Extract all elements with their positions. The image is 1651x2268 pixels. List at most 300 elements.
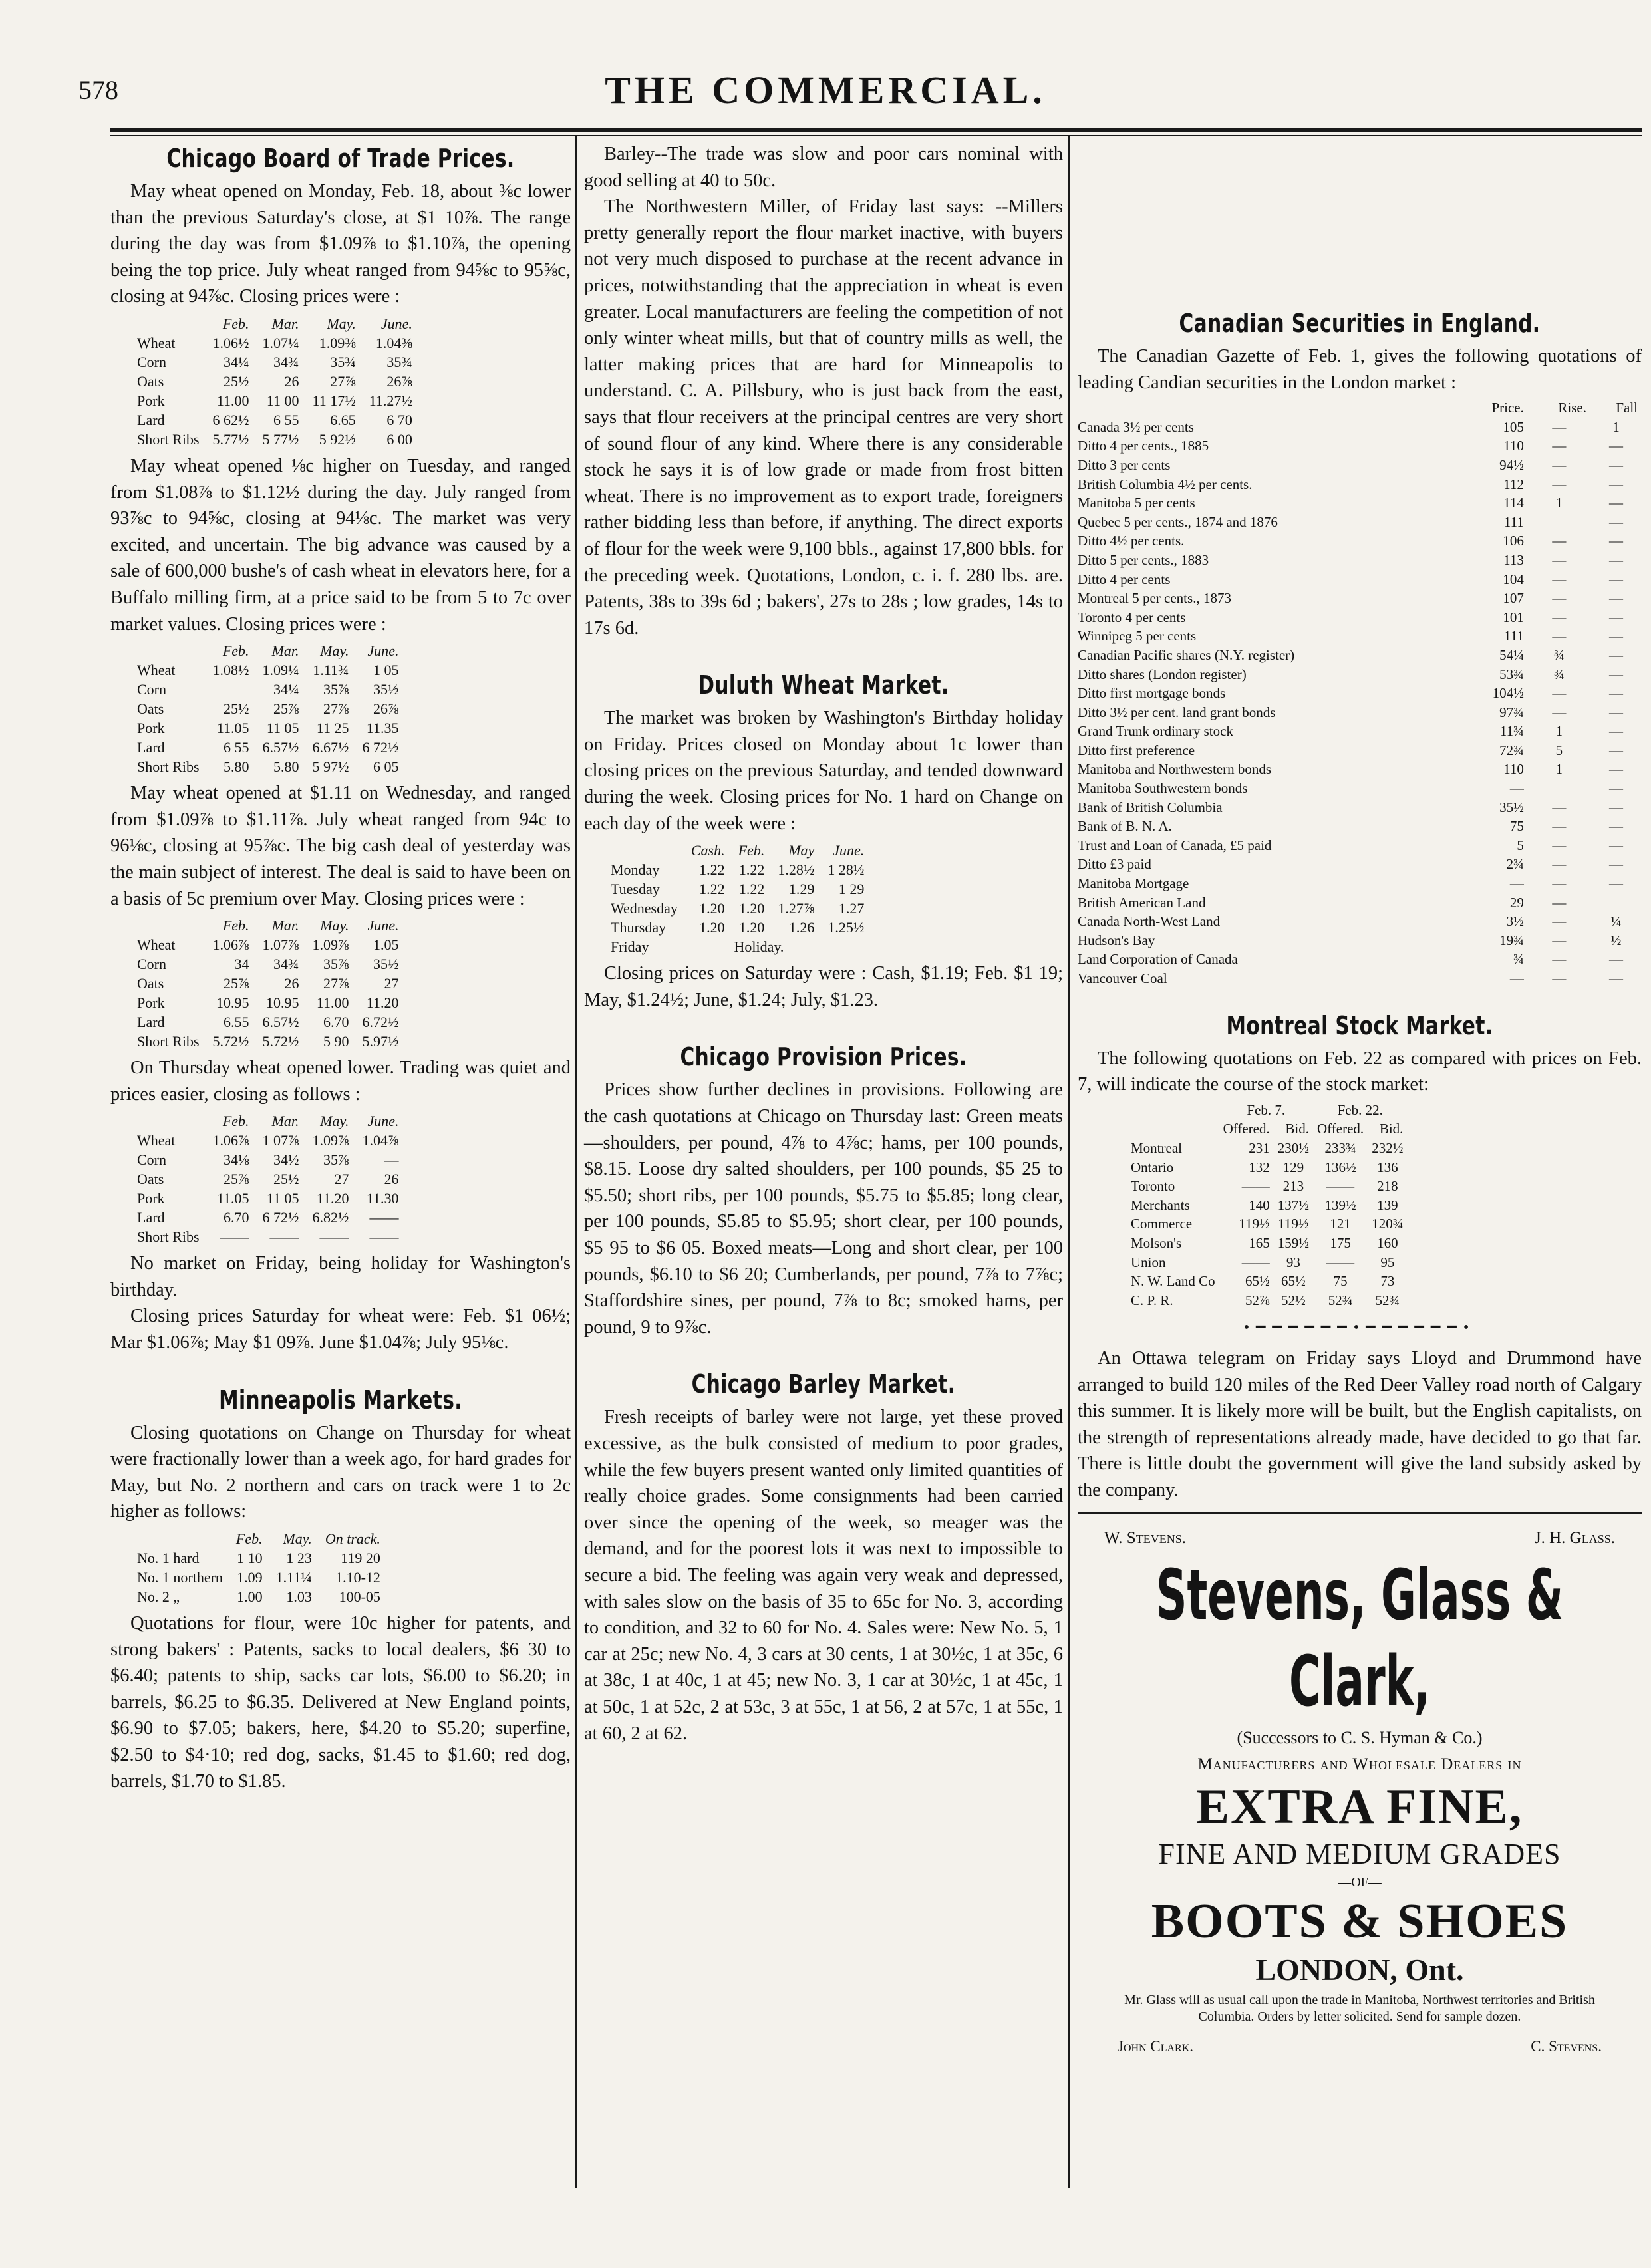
table-row bbox=[1078, 874, 1642, 893]
column-header bbox=[137, 1529, 229, 1548]
table-row bbox=[137, 935, 406, 954]
table-cell: 5 92½ bbox=[319, 430, 356, 448]
table-cell: —— bbox=[220, 1228, 249, 1246]
row-label: Canada 3½ per cents bbox=[1078, 418, 1194, 435]
table-cell: 233¾ bbox=[1324, 1139, 1356, 1156]
column-2 bbox=[584, 141, 1063, 1747]
table-cell: 27⅞ bbox=[323, 700, 349, 718]
table-cell: 136½ bbox=[1324, 1159, 1356, 1175]
row-label: Montreal 5 per cents., 1873 bbox=[1078, 590, 1231, 607]
table-row bbox=[1078, 646, 1642, 665]
table-cell: 6 05 bbox=[373, 758, 399, 776]
table-cell: — bbox=[1608, 571, 1623, 587]
table-cell: — bbox=[1552, 856, 1567, 873]
table-cell: 1 29 bbox=[838, 881, 865, 898]
column-header bbox=[1078, 398, 1459, 418]
row-label: Ditto 4½ per cents. bbox=[1078, 533, 1185, 549]
chicago-wednesday-table bbox=[137, 916, 406, 1051]
column-3 bbox=[1078, 141, 1642, 2060]
friday-holiday: Holiday. bbox=[734, 938, 784, 956]
column-header: Feb. bbox=[222, 917, 249, 934]
ad-note: Mr. Glass will as usual call upon the trade in Manitoba, Northwest territories and British Columbia. Orders by letter solicited. Send for sample dozen. bbox=[1124, 1993, 1595, 2025]
table-cell: 26 bbox=[384, 1171, 399, 1188]
table-cell: 11 00 bbox=[266, 392, 299, 409]
row-label: Corn bbox=[137, 956, 166, 973]
table-cell: 35⅞ bbox=[323, 956, 349, 973]
table-cell: 106 bbox=[1503, 533, 1524, 549]
table-cell: 1.20 bbox=[699, 919, 725, 936]
table-cell: — bbox=[1552, 590, 1567, 607]
table-cell: 6.65 bbox=[330, 411, 356, 428]
table-cell: 137½ bbox=[1277, 1197, 1310, 1213]
table-row bbox=[1078, 893, 1642, 913]
table-cell: 11 17½ bbox=[312, 392, 356, 409]
table-cell: 231 bbox=[1249, 1139, 1270, 1156]
row-label: No. 1 northern bbox=[137, 1569, 223, 1586]
table-cell: — bbox=[1608, 970, 1623, 986]
table-cell: 105 bbox=[1503, 418, 1524, 435]
table-row bbox=[1078, 436, 1642, 456]
table-cell: ¾ bbox=[1554, 666, 1565, 682]
table-cell: 26 bbox=[284, 975, 299, 992]
table-cell: 100-05 bbox=[339, 1588, 380, 1606]
table-row bbox=[1078, 570, 1642, 589]
table-cell: 175 bbox=[1330, 1234, 1351, 1251]
table-cell: 1.20 bbox=[738, 900, 765, 917]
row-label: Toronto bbox=[1131, 1178, 1175, 1195]
duluth-heading: Duluth Wheat Market. bbox=[698, 670, 949, 700]
table-cell: 34¾ bbox=[273, 956, 299, 973]
masthead-rule bbox=[110, 128, 1642, 132]
table-cell: 35⅞ bbox=[323, 681, 349, 698]
table-cell: 34¾ bbox=[273, 353, 299, 370]
row-label: No. 1 hard bbox=[137, 1550, 200, 1567]
table-header-row bbox=[1078, 398, 1642, 418]
row-label: Montreal bbox=[1131, 1139, 1182, 1156]
canadian-heading: Canadian Securities in England. bbox=[1179, 309, 1541, 338]
canadian-paragraph: The Canadian Gazette of Feb. 1, gives the following quotations of leading Candian securities in the London market : bbox=[1078, 346, 1642, 393]
table-cell: 11.05 bbox=[216, 720, 249, 737]
table-row bbox=[137, 410, 419, 430]
table-cell: — bbox=[1608, 495, 1623, 511]
table-cell: 6 62½ bbox=[212, 411, 249, 428]
table-row bbox=[137, 1208, 406, 1227]
ad-successors: (Successors to C. S. Hyman & Co.) bbox=[1237, 1728, 1483, 1748]
table-cell: 3½ bbox=[1506, 913, 1524, 930]
table-cell: 6 00 bbox=[386, 430, 412, 448]
row-label: Tuesday bbox=[611, 881, 660, 898]
duluth-table bbox=[611, 841, 871, 937]
table-header-row bbox=[611, 841, 871, 860]
table-cell: — bbox=[1608, 685, 1623, 702]
table-row bbox=[137, 757, 406, 776]
column-header: Bid. bbox=[1379, 1121, 1404, 1137]
table-cell: 119½ bbox=[1239, 1216, 1270, 1232]
row-label: Wednesday bbox=[611, 900, 678, 917]
minneapolis-paragraph: Closing quotations on Change on Thursday for wheat were fractionally lower than a week ago, for hard grades for May, but No. 2 northern and cars on track were 1 to 2c higher as follows: bbox=[110, 1422, 571, 1522]
row-label: Wheat bbox=[137, 936, 176, 954]
column-header: On track. bbox=[325, 1530, 380, 1548]
column-header bbox=[137, 314, 206, 333]
table-cell bbox=[1528, 513, 1590, 532]
ad-boots-shoes: BOOTS & SHOES bbox=[1151, 1894, 1569, 1949]
row-label: Vancouver Coal bbox=[1078, 970, 1167, 986]
table-row bbox=[137, 372, 419, 391]
row-label: Corn bbox=[137, 1151, 166, 1169]
ad-partner-names bbox=[1078, 1525, 1642, 1552]
table-row bbox=[137, 1150, 406, 1169]
table-cell: — bbox=[1552, 875, 1567, 892]
table-cell: 6.70 bbox=[224, 1209, 249, 1226]
table-row bbox=[137, 353, 419, 372]
table-row bbox=[1078, 589, 1642, 608]
row-label: Union bbox=[1131, 1254, 1166, 1270]
table-row bbox=[1078, 513, 1642, 532]
row-label: Pork bbox=[137, 392, 165, 409]
table-cell: — bbox=[1608, 513, 1623, 530]
table-cell: 6 72½ bbox=[262, 1209, 299, 1226]
table-cell: 75 bbox=[1333, 1273, 1348, 1290]
table-row bbox=[1078, 456, 1642, 475]
row-label: Ditto 4 per cents bbox=[1078, 571, 1171, 587]
table-cell: — bbox=[1608, 742, 1623, 758]
row-label: Short Ribs bbox=[137, 1033, 200, 1050]
table-cell: 132 bbox=[1249, 1159, 1270, 1175]
northwestern-miller-paragraph: The Northwestern Miller, of Friday last says: --Millers pretty generally report the flour market inactive, with buyers not very much disposed to purchase at the recent advance in prices, notwithstanding that the appreciation in wheat is even greater. Local manufacturers are feeling the competition of not only winter wheat mills, but that of country mills as well, the latter making prices that are hard for Minneapolis to understand. C. A. Pillsbury, who is just back from the east, says that flour receivers at the principal centres are very short of sound flour of any kind. Where there is any considerable stock he says it is of low grade or made from frost bitten wheat. There is no improvement as to export trade, foreigners rather bidding less than before, if anything. The direct exports of flour for the week were 9,100 bbls., against 17,800 bbls. for the preceding week. Quotations, London, c. i. f. 280 lbs. are. Patents, 38s to 39s 6d ; bakers', 27s to 28s ; low grades, 14s to 17s 6d. bbox=[584, 196, 1063, 638]
table-cell: —— bbox=[1241, 1178, 1270, 1195]
table-cell: 11.05 bbox=[216, 1190, 249, 1207]
table-row bbox=[137, 680, 406, 699]
table-cell: — bbox=[1552, 476, 1567, 492]
ornament-divider: •━━━━━━•━━━━━━• bbox=[1243, 1319, 1476, 1337]
row-label: Manitoba 5 per cents bbox=[1078, 495, 1195, 511]
table-cell: 1.22 bbox=[738, 881, 765, 898]
table-row bbox=[137, 1012, 406, 1032]
row-label: Wheat bbox=[137, 1132, 176, 1149]
table-cell: — bbox=[1552, 456, 1567, 473]
table-cell: 5.80 bbox=[224, 758, 249, 776]
table-cell: 1.10-12 bbox=[335, 1569, 380, 1586]
table-cell: 1 05 bbox=[373, 662, 399, 679]
table-header-row bbox=[1131, 1119, 1407, 1139]
table-cell: 35¾ bbox=[386, 353, 412, 370]
table-cell: 1.27 bbox=[838, 900, 865, 917]
table-cell: 26⅞ bbox=[373, 700, 399, 718]
barley-continuation-space bbox=[1078, 141, 1642, 306]
table-cell: 6.67½ bbox=[312, 739, 349, 756]
table-header-row bbox=[137, 641, 406, 660]
row-label: Lard bbox=[137, 411, 165, 428]
row-label: Manitoba Southwestern bonds bbox=[1078, 780, 1248, 797]
table-cell: 114 bbox=[1503, 495, 1524, 511]
row-label: Land Corporation of Canada bbox=[1078, 951, 1238, 968]
table-cell: 1.22 bbox=[699, 861, 725, 879]
table-cell: 1 07⅞ bbox=[262, 1132, 299, 1149]
table-cell: — bbox=[1509, 780, 1524, 797]
duluth-closing-paragraph: Closing prices on Saturday were : Cash, $1.19; Feb. $1 19; May, $1.24½; June, $1.24; July, $1.23. bbox=[584, 963, 1063, 1010]
table-cell: 1.07¼ bbox=[262, 334, 299, 351]
advertisement bbox=[1078, 1512, 1642, 2059]
friday-label: Friday bbox=[611, 938, 649, 956]
row-label: Quebec 5 per cents., 1874 and 1876 bbox=[1078, 513, 1278, 530]
minneapolis-table bbox=[137, 1529, 387, 1606]
masthead-rule-thin bbox=[110, 135, 1642, 136]
table-cell: 101 bbox=[1503, 609, 1524, 625]
table-cell: 95 bbox=[1380, 1254, 1395, 1270]
table-cell: 121 bbox=[1330, 1216, 1351, 1232]
table-cell: 53¾ bbox=[1499, 666, 1524, 682]
table-cell: — bbox=[1552, 609, 1567, 625]
table-cell: 111 bbox=[1503, 513, 1524, 530]
ottawa-paragraph: An Ottawa telegram on Friday says Lloyd and Drummond have arranged to build 120 miles of the Red Deer Valley road north of Calgary this summer. It is likely more will be built, but the English capitalists, on the strength of representations already made, have decided to go that far. There is little doubt the government will give the land subsidy asked by the company. bbox=[1078, 1347, 1642, 1500]
table-cell: 35½ bbox=[373, 956, 399, 973]
chicago-wednesday-paragraph: May wheat opened at $1.11 on Wednesday, and ranged from $1.09⅞ to $1.11⅞. July wheat ranged from 94c to 96⅛c, closing at 95⅞c. The big cash deal of yesterday was the main subject of interest. The deal is said to have been on a basis of 5c premium over May. Closing prices were : bbox=[110, 783, 571, 909]
table-cell: 1.00 bbox=[237, 1588, 263, 1606]
table-cell: 6 55 bbox=[224, 739, 249, 756]
column-header: Feb. bbox=[222, 315, 249, 332]
column-header: Feb. bbox=[222, 642, 249, 660]
table-cell: 6.57½ bbox=[262, 739, 299, 756]
table-cell: 34¼ bbox=[224, 353, 249, 370]
table-cell: 25⅞ bbox=[224, 1171, 249, 1188]
canadian-securities-table bbox=[1078, 398, 1642, 988]
table-cell: — bbox=[1608, 628, 1623, 644]
provision-heading: Chicago Provision Prices. bbox=[680, 1042, 967, 1072]
table-cell: — bbox=[1552, 628, 1567, 644]
table-row bbox=[1131, 1158, 1407, 1177]
table-row bbox=[1078, 722, 1642, 741]
table-row bbox=[1131, 1291, 1407, 1310]
row-label: Ditto first preference bbox=[1078, 742, 1195, 758]
table-row bbox=[611, 918, 871, 937]
table-cell: 120¾ bbox=[1372, 1216, 1404, 1232]
row-label: Ditto first mortgage bonds bbox=[1078, 685, 1226, 702]
table-cell: 112 bbox=[1503, 476, 1524, 492]
table-cell: 34¼ bbox=[273, 681, 299, 698]
ad-grades: FINE AND MEDIUM GRADES bbox=[1158, 1838, 1561, 1871]
ad-name-right: J. H. Glass. bbox=[1534, 1529, 1615, 1548]
feb22-header: Feb. 22. bbox=[1337, 1101, 1383, 1118]
table-cell: ¾ bbox=[1513, 951, 1524, 968]
column-header: May. bbox=[320, 642, 349, 660]
column-header: June. bbox=[367, 1113, 399, 1130]
column-header bbox=[611, 841, 684, 860]
barley-heading: Chicago Barley Market. bbox=[691, 1369, 956, 1399]
duluth-friday-row bbox=[611, 937, 790, 956]
column-header: Offered. bbox=[1317, 1121, 1364, 1137]
table-row bbox=[137, 660, 406, 680]
row-label: Manitoba and Northwestern bonds bbox=[1078, 761, 1272, 778]
table-cell: 65½ bbox=[1245, 1273, 1270, 1290]
table-cell: 5.72½ bbox=[262, 1033, 299, 1050]
column-header: Mar. bbox=[271, 917, 299, 934]
ad-extra-fine: EXTRA FINE, bbox=[1196, 1780, 1523, 1835]
table-cell: 159½ bbox=[1277, 1234, 1310, 1251]
table-cell: 1.09⅞ bbox=[312, 936, 349, 954]
table-cell: 73 bbox=[1380, 1273, 1395, 1290]
table-row bbox=[611, 899, 871, 918]
table-cell: 1.08½ bbox=[212, 662, 249, 679]
table-cell: 94½ bbox=[1499, 456, 1524, 473]
table-row bbox=[1078, 418, 1642, 437]
table-cell: 65½ bbox=[1281, 1273, 1306, 1290]
table-cell: 139 bbox=[1377, 1197, 1398, 1213]
row-label: Lard bbox=[137, 739, 165, 756]
table-row bbox=[137, 954, 406, 974]
table-row bbox=[1078, 551, 1642, 570]
table-row bbox=[1078, 608, 1642, 627]
column-header: Mar. bbox=[271, 315, 299, 332]
row-label: Monday bbox=[611, 861, 660, 879]
table-cell: — bbox=[1552, 571, 1567, 587]
table-cell: 119½ bbox=[1278, 1216, 1309, 1232]
column-header: Bid. bbox=[1285, 1121, 1310, 1137]
column-header: Feb. bbox=[222, 1113, 249, 1130]
table-cell: 25⅞ bbox=[224, 975, 249, 992]
table-cell: — bbox=[1608, 761, 1623, 778]
table-row bbox=[1078, 760, 1642, 779]
table-cell: 27⅞ bbox=[330, 372, 356, 390]
row-label: Ditto 5 per cents., 1883 bbox=[1078, 551, 1209, 568]
table-cell: 11.20 bbox=[316, 1190, 349, 1207]
table-cell: 1.06⅞ bbox=[212, 936, 249, 954]
table-cell: 34⅛ bbox=[224, 1151, 249, 1169]
row-label: Lard bbox=[137, 1014, 165, 1031]
table-cell: 11.35 bbox=[366, 720, 399, 737]
ad-manufacturers: Manufacturers and Wholesale Dealers in bbox=[1197, 1755, 1522, 1774]
minneapolis-flour-paragraph: Quotations for flour, were 10c higher for patents, and strong bakers' : Patents, sacks to local dealers, $6 30 to $6.40; patents to ship, sacks car lots, $6.00 to $6.20; in barrels, $6.25 to $6.35. Delivered at New England points, $6.90 to $7.05; bakers, here, $4.20 to $5.20; superfine, $2.50 to $4·10; red dog, sacks, $1.45 to $1.60; red dog, barrels, $1.70 to $1.85. bbox=[110, 1613, 571, 1792]
table-cell: 1.03 bbox=[286, 1588, 312, 1606]
row-label: Ditto £3 paid bbox=[1078, 856, 1151, 873]
table-row bbox=[1131, 1272, 1407, 1291]
row-label: Wheat bbox=[137, 334, 176, 351]
table-cell: 1 23 bbox=[286, 1550, 312, 1567]
table-row bbox=[611, 879, 871, 899]
column-header: June. bbox=[367, 917, 399, 934]
table-row bbox=[137, 391, 419, 410]
table-cell: 1.07⅞ bbox=[262, 936, 299, 954]
table-cell: — bbox=[1608, 818, 1623, 835]
table-row bbox=[611, 860, 871, 879]
table-row bbox=[137, 430, 419, 449]
table-cell: 1.04⅜ bbox=[375, 334, 412, 351]
row-label: Lard bbox=[137, 1209, 165, 1226]
table-cell: 11¾ bbox=[1499, 723, 1524, 740]
table-cell: 1.06⅞ bbox=[212, 1132, 249, 1149]
table-row bbox=[137, 974, 406, 993]
row-label: Oats bbox=[137, 975, 164, 992]
table-cell: 10.95 bbox=[216, 994, 249, 1012]
table-cell: 113 bbox=[1503, 551, 1524, 568]
table-cell: 1 bbox=[1555, 723, 1563, 740]
row-label: Hudson's Bay bbox=[1078, 932, 1155, 948]
table-row bbox=[1131, 1214, 1407, 1234]
column-divider bbox=[575, 136, 577, 2188]
row-label: Pork bbox=[137, 994, 165, 1012]
table-row bbox=[137, 1032, 406, 1051]
table-cell: 19¾ bbox=[1499, 932, 1524, 948]
table-cell: 6.55 bbox=[224, 1014, 249, 1031]
table-row bbox=[1078, 969, 1642, 988]
column-header: May. bbox=[320, 1113, 349, 1130]
table-cell: 52⅞ bbox=[1245, 1292, 1270, 1308]
ad-sign-left: John Clark. bbox=[1118, 2038, 1194, 2055]
table-cell: — bbox=[1608, 856, 1623, 873]
table-cell: 6.57½ bbox=[262, 1014, 299, 1031]
table-cell: — bbox=[1608, 456, 1623, 473]
table-row bbox=[1078, 684, 1642, 703]
table-cell: 10.95 bbox=[266, 994, 299, 1012]
table-cell: — bbox=[1608, 799, 1623, 815]
table-cell: 52½ bbox=[1281, 1292, 1306, 1308]
table-row bbox=[137, 738, 406, 757]
column-header: Offered. bbox=[1223, 1121, 1270, 1137]
ad-signatures bbox=[1078, 2028, 1642, 2060]
table-cell: 140 bbox=[1249, 1197, 1270, 1213]
table-cell: — bbox=[1608, 646, 1623, 663]
table-cell: 1.22 bbox=[738, 861, 765, 879]
barley-paragraph: Fresh receipts of barley were not large, yet these proved excessive, as the bulk consisted of medium to poor grades, while the few buyers present wanted only limited quantities of really choice grades. Some consignments had been carried over since the opening of the week, so meager was the demand, and for the poorest lots it was next to impossible to secure a bid. The feeling was again very weak and depressed, with sales slow on the basis of 35 to 65c for No. 3, according to condition, and 32 to 60 for No. 4. Sales were: New No. 5, 1 car at 25c; new No. 4, 3 cars at 30 cents, 1 at 30½c, 1 at 35c, 6 at 38c, 1 at 40c, 1 at 45; new No. 3, 1 car at 30½c, 1 at 45c, 1 at 50c, 1 at 52c, 2 at 53c, 3 at 55c, 1 at 56, 2 at 57c, 1 at 55c, 1 at 60, 2 at 62. bbox=[584, 1407, 1063, 1744]
row-label: C. P. R. bbox=[1131, 1292, 1173, 1308]
table-cell: 5.80 bbox=[273, 758, 299, 776]
page-number: 578 bbox=[78, 75, 118, 105]
table-cell: — bbox=[1552, 418, 1567, 435]
row-label: Bank of B. N. A. bbox=[1078, 818, 1172, 835]
table-cell: 1.09⅞ bbox=[312, 1132, 349, 1149]
table-cell: 29 bbox=[1509, 894, 1524, 911]
table-cell: 5 bbox=[1517, 837, 1524, 853]
barley-note: Barley--The trade was slow and poor cars nominal with good selling at 40 to 50c. bbox=[584, 144, 1063, 191]
table-cell: 72¾ bbox=[1499, 742, 1524, 758]
table-row bbox=[137, 993, 406, 1012]
column-header: June. bbox=[833, 842, 865, 859]
table-cell: 54¼ bbox=[1499, 646, 1524, 663]
row-label: Ontario bbox=[1131, 1159, 1174, 1175]
table-cell: 11.27½ bbox=[369, 392, 412, 409]
row-label: Trust and Loan of Canada, £5 paid bbox=[1078, 837, 1272, 853]
table-cell: 11.00 bbox=[316, 994, 349, 1012]
table-cell: 1.28½ bbox=[778, 861, 815, 879]
table-cell: 6 70 bbox=[386, 411, 412, 428]
table-cell: ¼ bbox=[1610, 913, 1622, 930]
table-cell: 5.97½ bbox=[362, 1033, 399, 1050]
ad-sign-right: C. Stevens. bbox=[1531, 2038, 1602, 2055]
table-header-row bbox=[137, 1111, 406, 1131]
table-row bbox=[137, 1169, 406, 1189]
table-cell: ½ bbox=[1610, 932, 1622, 948]
table-row bbox=[1078, 931, 1642, 950]
table-row bbox=[1131, 1253, 1407, 1272]
table-row bbox=[1078, 665, 1642, 684]
table-cell: 1.27⅞ bbox=[778, 900, 815, 917]
row-label: Canadian Pacific shares (N.Y. register) bbox=[1078, 646, 1295, 663]
table-cell: —— bbox=[319, 1228, 349, 1246]
table-cell: — bbox=[384, 1151, 399, 1169]
chicago-thursday-paragraph: On Thursday wheat opened lower. Trading was quiet and prices easier, closing as follows : bbox=[110, 1058, 571, 1105]
table-cell: — bbox=[1509, 970, 1524, 986]
table-cell: 97¾ bbox=[1499, 704, 1524, 720]
table-cell: 35½ bbox=[1499, 799, 1524, 815]
column-header: May bbox=[788, 842, 815, 859]
table-cell: 111 bbox=[1503, 628, 1524, 644]
table-cell: 1.11¼ bbox=[275, 1569, 312, 1586]
row-label: Short Ribs bbox=[137, 758, 200, 776]
row-label: Grand Trunk ordinary stock bbox=[1078, 723, 1233, 740]
chicago-saturday-paragraph: Closing prices Saturday for wheat were: Feb. $1 06½; Mar $1.06⅞; May $1 09⅞. June $1.04⅞; July 95⅛c. bbox=[110, 1306, 571, 1353]
table-row bbox=[137, 718, 406, 738]
table-cell: 104½ bbox=[1492, 685, 1524, 702]
row-label: Corn bbox=[137, 353, 166, 370]
